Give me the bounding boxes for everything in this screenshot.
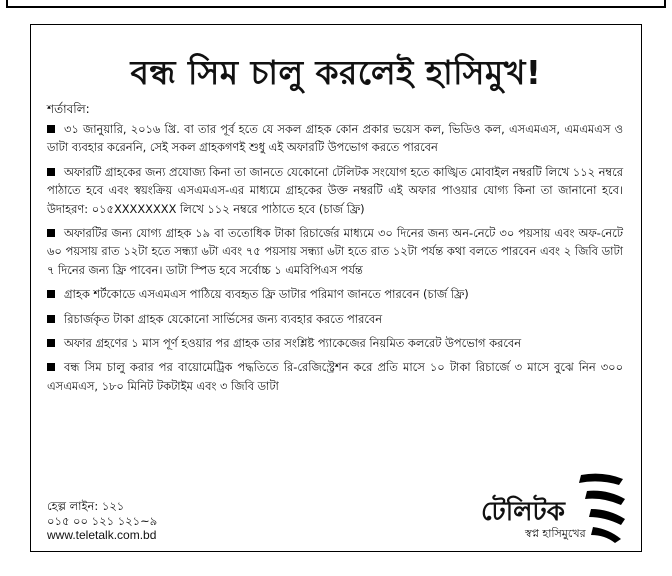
- term-item: [47, 163, 623, 218]
- term-item: [47, 310, 623, 328]
- square-bullet-icon: [47, 229, 55, 237]
- term-item: [47, 224, 623, 279]
- top-frame-edge: [6, 0, 666, 8]
- terms-list: [47, 120, 623, 401]
- term-text: গ্রাহক শর্টকোডে এসএমএস পাঠিয়ে ব্যবহৃত ফ্রি ডাটার পরিমাণ জানতে পারবেন (চার্জ ফ্রি): [64, 287, 469, 302]
- contact-info: [47, 499, 157, 543]
- square-bullet-icon: [47, 315, 55, 323]
- square-bullet-icon: [47, 125, 55, 133]
- square-bullet-icon: [47, 363, 55, 371]
- helpline: হেল্প লাইন: ১২১: [47, 499, 125, 513]
- term-item: [47, 285, 623, 303]
- terms-title: শর্তাবলি:: [47, 102, 90, 116]
- phone-numbers: ০১৫ ০০ ১২১ ১২১~৯: [47, 513, 158, 528]
- square-bullet-icon: [47, 339, 55, 347]
- term-text: অফারটি গ্রাহকের জন্য প্রযোজ্য কিনা তা জানতে যেকোনো টেলিটক সংযোগ হতে কাঙ্খিত মোবাইল নম্বরটি লিখে ১১২ নম্বরে পাঠাতে হবে এবং স্বয়ংক্রিয় এসএমএস-এর মাধ্যমে গ্রাহকের উক্ত নম্বরটি এই অফার পাওয়ার যোগ্য কিনা তা জানানো হবে। উদাহরণ: ০১৫XXXXXXXX লিখে ১১২ নম্বরে পাঠাতে হবে (চার্জ ফ্রি): [47, 164, 623, 216]
- term-text: অফার গ্রহণের ১ মাস পূর্ণ হওয়ার পর গ্রাহক তার সংশ্লিষ্ট প্যাকেজের নিয়মিত কলরেট উপভোগ করবেন: [64, 336, 522, 351]
- website-link[interactable]: www.teletalk.com.bd: [47, 528, 157, 542]
- top-border-strip: [0, 0, 672, 16]
- logo-name: টেলিটক: [481, 497, 565, 527]
- term-item: [47, 334, 623, 352]
- term-text: ৩১ জানুয়ারি, ২০১৬ খ্রি. বা তার পূর্ব হতে যে সকল গ্রাহক কোন প্রকার ভয়েস কল, ভিডিও কল, এসএমএস, এমএমএস ও ডাটা ব্যবহার করেননি, সেই সকল গ্রাহকগণই শুধু এই অফারটি উপভোগ করতে পারবেন: [47, 122, 623, 155]
- logo-tagline: স্বপ্ন হাসিমুখের: [525, 527, 586, 540]
- term-item: [47, 120, 623, 157]
- teletalk-logo: [477, 469, 627, 547]
- term-text: অফারটির জন্য যোগ্য গ্রাহক ১৯ বা ততোধিক টাকা রিচার্জের মাধ্যমে ৩০ দিনের জন্য অন-নেটে ৩০ পয়সায় এবং অফ-নেটে ৬০ পয়সায় রাত ১২টা হতে সন্ধ্যা ৬টা এবং ৭৫ পয়সায় সন্ধ্যা ৬টা হতে রাত ১২টা পর্যন্ত কথা বলতে পারবেন এবং ২ জিবি ডাটা ৭ দিনের জন্য ফ্রি পাবেন। ডাটা স্পিড হবে সর্বোচ্চ ১ এমবিপিএস পর্যন্ত: [47, 226, 623, 277]
- advertisement-panel: [30, 24, 642, 552]
- term-text: রিচার্জকৃত টাকা গ্রাহক যেকোনো সার্ভিসের জন্য ব্যবহার করতে পারবেন: [64, 311, 383, 326]
- square-bullet-icon: [47, 168, 55, 176]
- term-item: [47, 358, 623, 395]
- square-bullet-icon: [47, 290, 55, 298]
- headline: বন্ধ সিম চালু করলেই হাসিমুখ!: [130, 53, 542, 92]
- term-text: বন্ধ সিম চালু করার পর বায়োমেট্রিক পদ্ধতিতে রি-রেজিস্ট্রেশন করে প্রতি মাসে ১০ টাকা রিচার্জে ৩ মাসে বুঝে নিন ৩০০ এসএমএস, ১৮০ মিনিট টকটাইম এবং ৩ জিবি ডাটা: [47, 360, 623, 393]
